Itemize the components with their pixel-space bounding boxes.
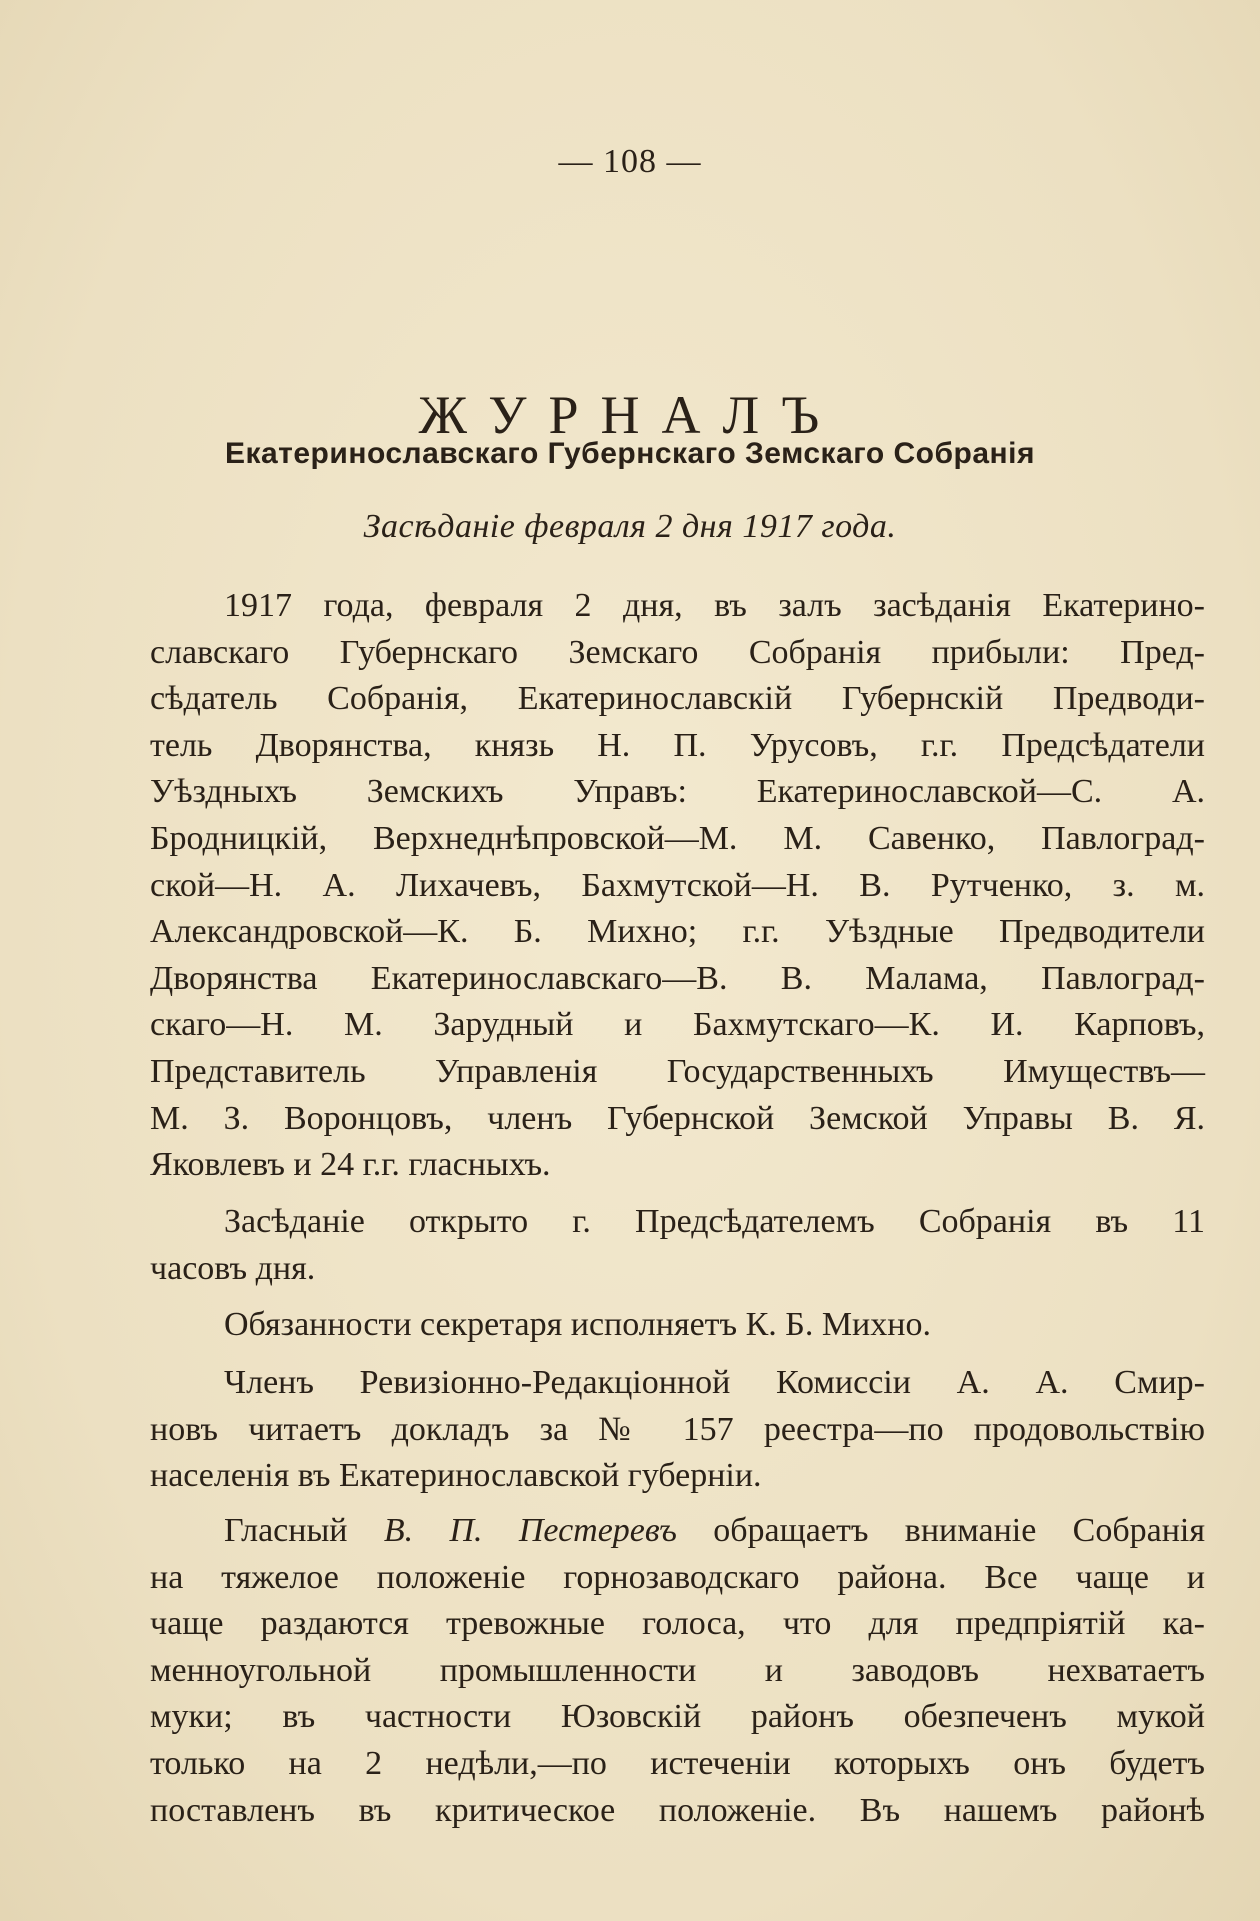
text-line: Уѣздныхъ Земскихъ Управъ: Екатеринославской—С. А. [150,773,1205,811]
text-line: часовъ дня. [150,1249,316,1287]
paragraph-opening [150,1199,1205,1292]
paragraph-secretary [150,1302,1205,1349]
text-line: менноугольной промышленности и заводовъ нехватаетъ [150,1651,1205,1689]
text-line: Обязанности секретаря исполняетъ К. Б. Михно. [224,1306,931,1343]
text-line: муки; въ частности Юзовскій районъ обезпеченъ мукой [150,1698,1205,1736]
session-date-heading: Засѣданіе февраля 2 дня 1917 года. [363,508,897,545]
text-line: на тяжелое положеніе горнозаводскаго района. Все чаще и [150,1558,1205,1596]
paragraph-speech [150,1508,1205,1834]
text-line: только на 2 недѣли,—по истеченіи которыхъ онъ будетъ [150,1744,1205,1782]
text-line: Яковлевъ и 24 г.г. гласныхъ. [150,1146,551,1184]
text-line: сѣдатель Собранія, Екатеринославскій Губернскій Предводи- [150,680,1205,718]
text-line: Членъ Ревизіонно-Редакціонной Комиссіи А. А. Смир- [224,1364,1205,1401]
page-number: — 108 — [558,143,702,180]
text-line: славскаго Губернскаго Земскаго Собранія прибыли: Пред- [150,633,1205,671]
text-line: населенія въ Екатеринославской губерніи. [150,1457,762,1495]
speaker-name: В. П. Пестеревъ [383,1512,677,1549]
text-line: Александровской—К. Б. Михно; г.г. Уѣздные Предводители [150,913,1205,951]
paragraph-attendees [150,583,1205,1189]
text-line: Засѣданіе открыто г. Предсѣдателемъ Собранія въ 11 [224,1203,1205,1240]
text-line: М. З. Воронцовъ, членъ Губернской Земской Управы В. Я. [150,1099,1205,1137]
paragraph-report [150,1360,1205,1500]
text-line: Дворянства Екатеринославскаго—В. В. Малама, Павлоград- [150,959,1205,997]
text-line: поставленъ въ критическое положеніе. Въ нашемъ районѣ [150,1791,1205,1829]
text-line: ской—Н. А. Лихачевъ, Бахмутской—Н. В. Рутченко, з. м. [150,866,1205,904]
lead-rest: обращаетъ вниманіе Собранія [713,1512,1206,1549]
lead-word: Гласный [224,1512,348,1549]
text-line: 1917 года, февраля 2 дня, въ залъ засѣданія Екатерино- [224,587,1205,624]
text-line: Представитель Управленія Государственныхъ Имуществъ— [150,1052,1205,1090]
text-line: новъ читаетъ докладъ за № 157 реестра—по продовольствію [150,1410,1205,1448]
text-line: тель Дворянства, князь Н. П. Урусовъ, г.г. Предсѣдатели [150,726,1205,764]
journal-title: ЖУРНАЛЪ [418,385,842,446]
text-line: чаще раздаются тревожные голоса, что для предпріятій ка- [150,1605,1205,1643]
text-line [150,1508,1205,1555]
assembly-subtitle: Екатеринославскаго Губернскаго Земскаго Собранія [224,437,1036,470]
text-line: Бродницкій, Верхнеднѣпровской—М. М. Савенко, Павлоград- [150,819,1205,857]
text-line: скаго—Н. М. Зарудный и Бахмутскаго—К. И. Карповъ, [150,1006,1205,1044]
